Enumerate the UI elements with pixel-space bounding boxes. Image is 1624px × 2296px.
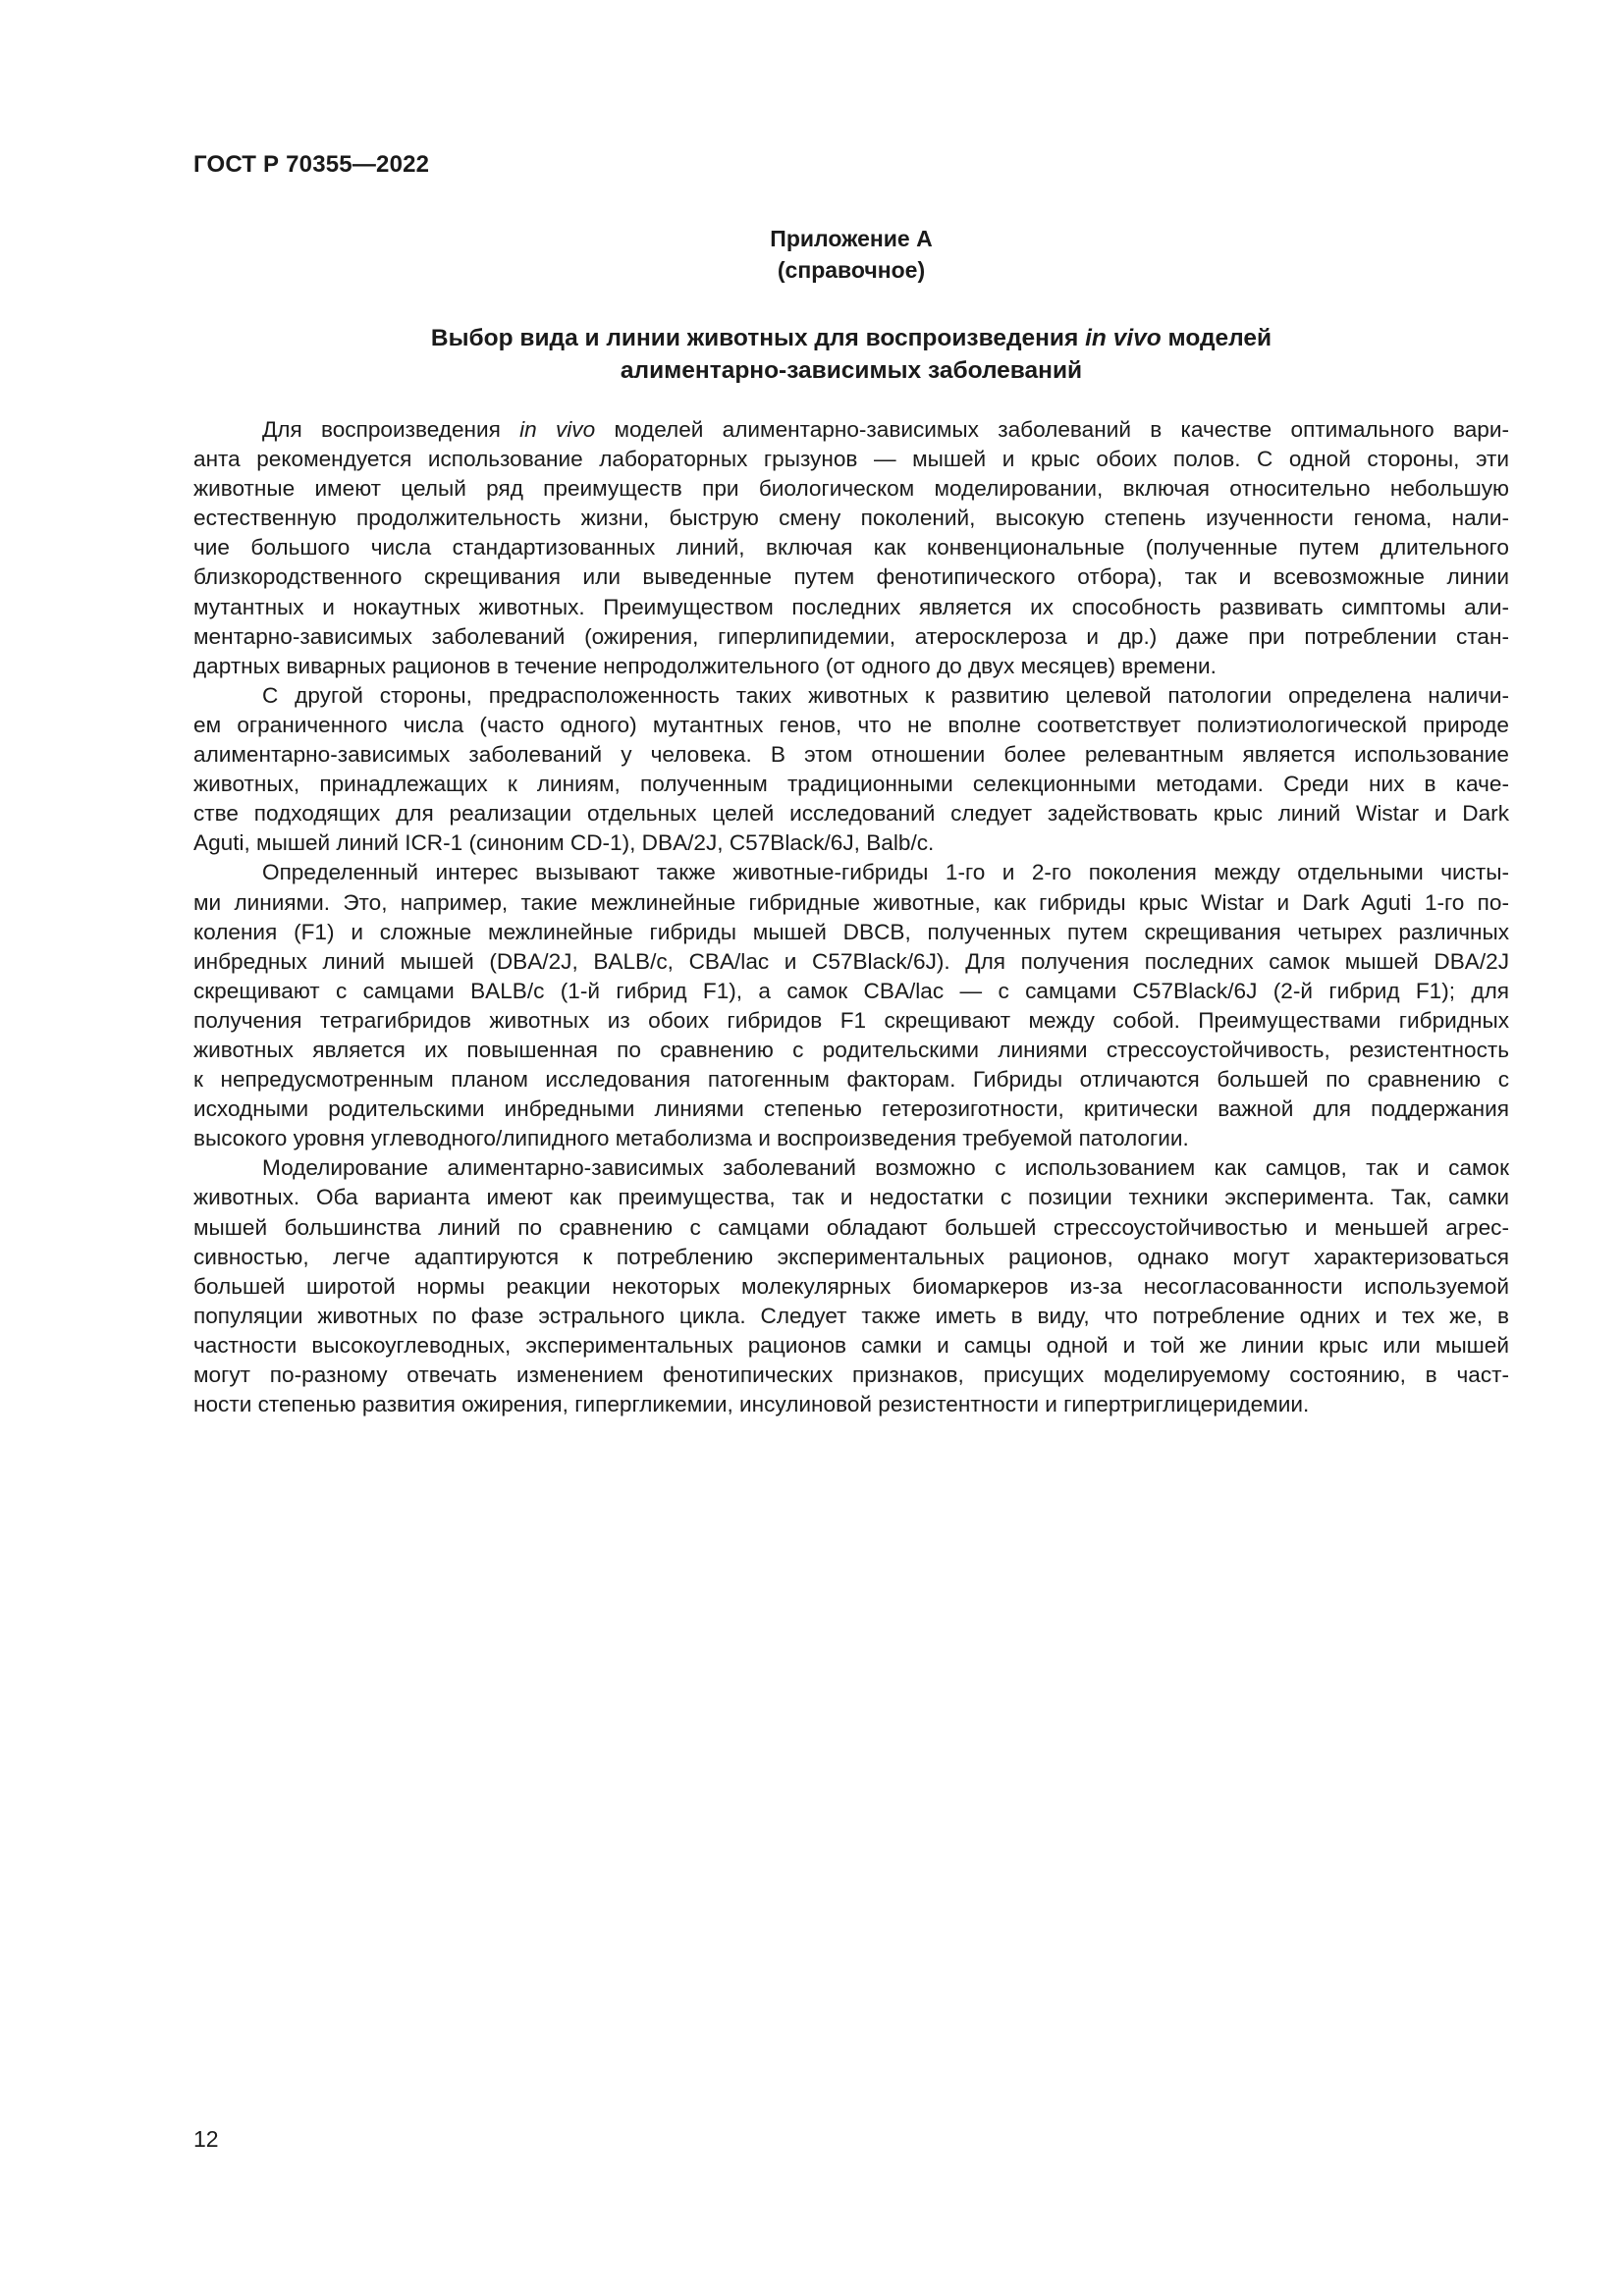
italic-term: in vivo <box>519 417 596 442</box>
annex-type: (справочное) <box>777 257 926 283</box>
paragraph <box>193 1153 1509 1419</box>
paragraph-line: животные имеют целый ряд преимуществ при биологическом моделировании, включая относительно небольшую <box>193 476 1509 502</box>
paragraph-line: популяции животных по фазе эстрального цикла. Следует также иметь в виду, что потребление одних и тех же, в <box>193 1303 1509 1328</box>
paragraph-line: мутантных и нокаутных животных. Преимуществом последних является их способность развивать симптомы али- <box>193 594 1509 619</box>
paragraph <box>193 415 1509 681</box>
paragraph-line: Для воспроизведения in vivo моделей алиментарно-зависимых заболеваний в качестве оптимального вари- <box>262 417 1509 442</box>
paragraph-line: С другой стороны, предрасположенность таких животных к развитию целевой патологии определена наличи- <box>262 682 1509 708</box>
paragraph-line: животных, принадлежащих к линиям, полученным традиционными селекционными методами. Среди них в каче- <box>193 772 1509 797</box>
section-title-italic: in vivo <box>1085 325 1162 351</box>
paragraph-line: большей широтой нормы реакции некоторых молекулярных биомаркеров из-за несогласованности используемой <box>193 1273 1509 1299</box>
paragraph-line: Определенный интерес вызывают также животные-гибриды 1-го и 2-го поколения между отдельными чисты- <box>262 860 1509 885</box>
paragraph-line: получения тетрагибридов животных из обоих гибридов F1 скрещивают между собой. Преимуществами гибридных <box>193 1007 1509 1033</box>
paragraph-line: исходными родительскими инбредными линиями степенью гетерозиготности, критически важной для поддержания <box>193 1096 1509 1122</box>
paragraph-line: коления (F1) и сложные межлинейные гибриды мышей DBCB, полученных путем скрещивания четырех различных <box>193 919 1509 944</box>
paragraph-line: близкородственного скрещивания или выведенные путем фенотипического отбора), так и всевозможные линии <box>193 564 1509 590</box>
paragraph-line: чие большого числа стандартизованных линий, включая как конвенциональные (полученные путем длительного <box>193 535 1509 561</box>
section-title-part-1: Выбор вида и линии животных для воспроизведения <box>430 325 1086 351</box>
paragraph-line: сивностью, легче адаптируются к потреблению экспериментальных рационов, однако могут характеризоваться <box>193 1244 1509 1269</box>
document-code: ГОСТ Р 70355—2022 <box>193 151 430 178</box>
paragraph-line: могут по-разному отвечать изменением фенотипических признаков, присущих моделируемому состоянию, в част- <box>193 1362 1509 1387</box>
paragraph-line: скрещивают с самцами BALB/c (1-й гибрид F1), а самок CBA/lac — с самцами C57Black/6J (2-й гибрид F1); для <box>193 978 1509 1003</box>
paragraph-line: Моделирование алиментарно-зависимых заболеваний возможно с использованием как самцов, так и самок <box>262 1155 1509 1181</box>
paragraph-line: Aguti, мышей линий ICR-1 (синоним CD-1), DBA/2J, C57Black/6J, Balb/c. <box>193 830 935 856</box>
section-title <box>193 322 1509 387</box>
paragraph-line: естественную продолжительность жизни, быструю смену поколений, высокую степень изученности генома, нали- <box>193 506 1509 531</box>
paragraph-line: дартных виварных рационов в течение непродолжительного (от одного до двух месяцев) времени. <box>193 653 1217 678</box>
paragraph-line: ми линиями. Это, например, такие межлинейные гибридные животные, как гибриды крыс Wistar и Dark Aguti 1-го по- <box>193 889 1509 915</box>
paragraph-line: ности степенью развития ожирения, гипергликемии, инсулиновой резистентности и гипертриглицеридемии. <box>193 1392 1310 1417</box>
paragraph-line: стве подходящих для реализации отдельных целей исследований следует задействовать крыс линий Wistar и Dark <box>193 801 1509 827</box>
paragraph-line: алиментарно-зависимых заболеваний у человека. В этом отношении более релевантным является использование <box>193 742 1509 768</box>
section-title-line-1 <box>193 322 1509 354</box>
paragraph-line: ментарно-зависимых заболеваний (ожирения, гиперлипидемии, атеросклероза и др.) даже при потреблении стан- <box>193 623 1509 649</box>
paragraph-line: мышей большинства линий по сравнению с самцами обладают большей стрессоустойчивостью и меньшей агрес- <box>193 1214 1509 1240</box>
paragraph-line: инбредных линий мышей (DBA/2J, BALB/c, CBA/lac и C57Black/6J). Для получения последних самок мышей DBA/2J <box>193 948 1509 974</box>
paragraph <box>193 681 1509 859</box>
paragraph-line: ем ограниченного числа (часто одного) мутантных генов, что не вполне соответствует полиэтиологической природе <box>193 712 1509 737</box>
paragraph-line: анта рекомендуется использование лабораторных грызунов — мышей и крыс обоих полов. С одной стороны, эти <box>193 447 1509 472</box>
paragraph-line: животных является их повышенная по сравнению с родительскими линиями стрессоустойчивость, резистентность <box>193 1037 1509 1062</box>
paragraph <box>193 858 1509 1153</box>
paragraph-line: высокого уровня углеводного/липидного метаболизма и воспроизведения требуемой патологии. <box>193 1126 1189 1151</box>
section-title-part-2: моделей <box>1161 325 1272 351</box>
paragraph-line: животных. Оба варианта имеют как преимущества, так и недостатки с позиции техники эксперимента. Так, самки <box>193 1185 1509 1210</box>
annex-title: Приложение А <box>770 226 933 251</box>
paragraph-line: к непредусмотренным планом исследования патогенным факторам. Гибриды отличаются большей по сравнению с <box>193 1067 1509 1093</box>
section-title-line-2: алиментарно-зависимых заболеваний <box>620 357 1083 384</box>
body-text <box>193 415 1509 1419</box>
paragraph-line: частности высокоуглеводных, экспериментальных рационов самки и самцы одной и той же линии крыс или мышей <box>193 1332 1509 1358</box>
page-number: 12 <box>193 2126 219 2152</box>
